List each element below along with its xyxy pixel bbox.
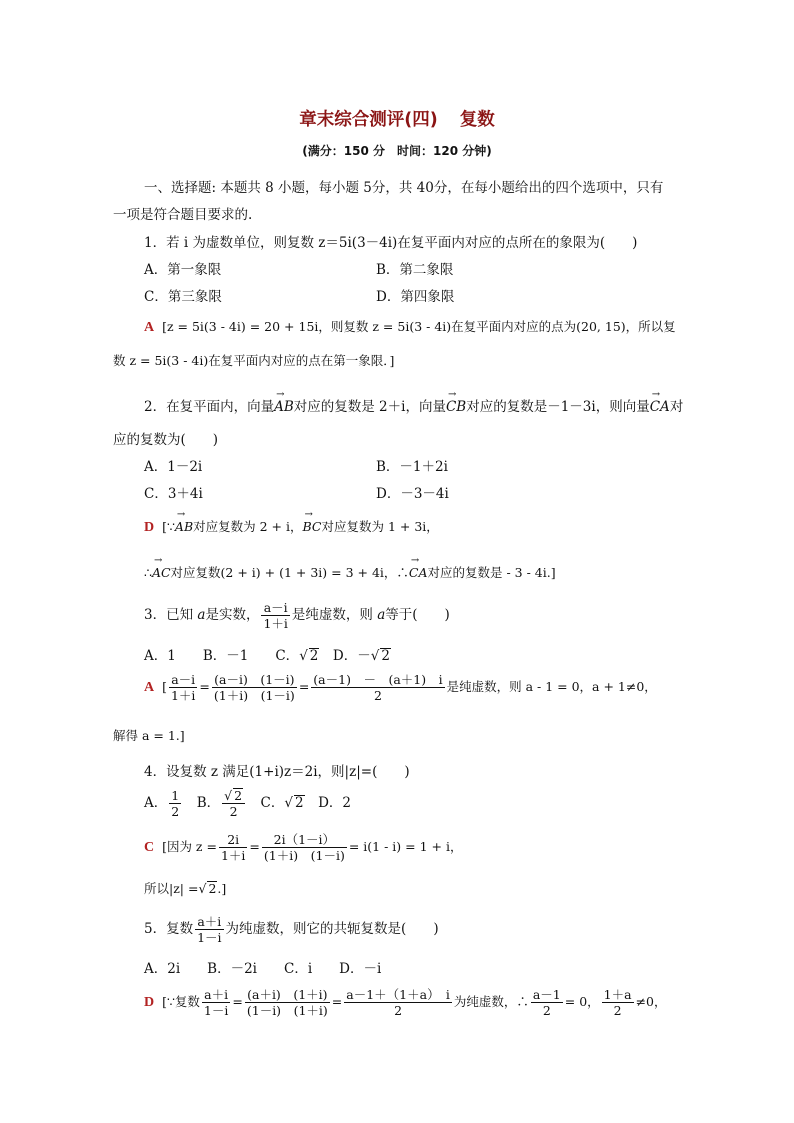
equals: = <box>199 679 210 694</box>
q3-stem-part: 是实数， <box>205 607 260 623</box>
q2-solution-line1 <box>144 517 439 536</box>
vector-bc: → BC <box>303 519 322 534</box>
q2-stem-part: 对 <box>669 399 684 415</box>
q4-solution-text: [因为 z = <box>162 839 217 854</box>
numerator <box>222 788 245 804</box>
q1-answer: A <box>144 320 155 335</box>
q1-solution-line1 <box>144 317 676 336</box>
fraction <box>245 987 330 1018</box>
q5-solution-text: 为纯虚数，∴ <box>453 994 529 1009</box>
equals: = <box>249 839 260 854</box>
q3-solution-line1: A [ $\frac{a-i}{1+i}$ = $\frac{(a-i) (1-i)}{(1+i) (1-i)}$ = $\frac{(a-1) - (a+1) i}{2}$ 是纯虚数，则 a - 1 = 0，a + 1≠0， <box>144 672 657 703</box>
q2-option-c: C．3＋4i <box>144 486 203 502</box>
sqrt-radicand: 2 <box>295 795 304 811</box>
fraction <box>602 987 634 1018</box>
q4-option-label: D．2 <box>304 795 352 811</box>
numerator: (a－i) (1－i) <box>212 672 297 688</box>
sqrt-radicand: 2 <box>208 881 217 896</box>
numerator: a－1 <box>532 987 561 1002</box>
q5-options: A．2i B．－2i C．i D．－i <box>144 961 382 977</box>
q5-solution-text: ≠0， <box>635 994 667 1009</box>
numerator: 1＋a <box>603 987 632 1002</box>
sqrt-radicand: 2 <box>381 648 390 664</box>
fraction <box>311 672 444 703</box>
q1-option-c: C．第三象限 <box>144 289 222 305</box>
denominator: 2 <box>542 1003 551 1018</box>
q3-stem-part: 是纯虚数，则 <box>291 607 378 623</box>
q2-stem-line1 <box>144 395 683 415</box>
numerator: 2i（1－i） <box>262 832 347 848</box>
numerator: a＋i <box>195 914 223 930</box>
denominator: 2 <box>613 1003 622 1018</box>
vector-ca: → CA <box>650 399 670 415</box>
sqrt-symbol <box>284 795 293 811</box>
q3-options-text: D．－ <box>319 648 371 664</box>
numerator: (a＋i) (1＋i) <box>245 987 330 1003</box>
q4-option-label: A． <box>144 795 168 811</box>
q2-stem-part: 2．在复平面内，向量 <box>144 399 275 415</box>
q3-options-text: A．1 B．－1 C． <box>144 648 300 664</box>
q3-answer: A <box>144 680 155 695</box>
var-a: a <box>377 607 386 623</box>
sqrt-symbol <box>224 788 232 803</box>
section-intro-line2: 一项是符合题目要求的. <box>113 207 253 223</box>
numerator: a－1＋（1＋a） i <box>346 987 450 1002</box>
q5-stem-part: 为纯虚数，则它的共轭复数是( ) <box>225 921 439 937</box>
vector-ac: → AC <box>152 565 171 580</box>
sqrt-symbol <box>299 648 308 664</box>
q4-stem: 4．设复数 z 满足(1+i)z＝2i，则|z|=( ) <box>144 764 410 780</box>
page-title <box>0 106 794 131</box>
vector-ca: → CA <box>409 565 428 580</box>
fraction <box>261 600 289 631</box>
q3-solution-text: 是纯虚数，则 a - 1 = 0，a + 1≠0， <box>446 679 657 694</box>
fraction <box>262 832 347 863</box>
denominator: (1＋i) (1－i) <box>213 688 295 703</box>
sqrt-radicand: 2 <box>309 648 319 664</box>
fraction <box>169 788 181 819</box>
q1-option-b: B．第二象限 <box>376 262 454 278</box>
q5-solution-text: [∵复数 <box>162 994 200 1009</box>
title-topic: 复数 <box>459 110 495 130</box>
fraction <box>531 987 563 1018</box>
q3-options <box>144 644 391 664</box>
q4-solution-text: = i(1 - i) = 1 + i， <box>348 839 463 854</box>
denominator: 1－i <box>197 930 222 945</box>
fraction <box>195 914 223 945</box>
denominator: 1＋i <box>220 848 246 863</box>
q4-options <box>144 788 351 819</box>
q4-solution-text: .] <box>217 881 227 896</box>
fraction <box>202 987 230 1018</box>
q2-solution-part: [∵ <box>162 519 175 534</box>
denominator: 1－i <box>203 1003 229 1018</box>
fraction <box>344 987 452 1018</box>
q2-option-a: A．1－2i <box>144 459 203 475</box>
numerator: (a－1) － (a＋1) i <box>313 672 443 687</box>
q2-solution-part: ∴ <box>144 565 152 580</box>
vector-ab: → AB <box>274 399 294 415</box>
equals: = <box>331 994 343 1009</box>
q4-solution-line2 <box>144 879 226 897</box>
denominator: 2 <box>229 804 238 819</box>
denominator: 2 <box>373 688 382 703</box>
q4-solution-text: 所以|z| = <box>144 881 199 896</box>
q1-option-d: D．第四象限 <box>376 289 455 305</box>
var-a: a <box>197 607 206 623</box>
numerator: a－i <box>169 672 197 688</box>
q3-stem-part: 3．已知 <box>144 607 198 623</box>
q1-option-a: A．第一象限 <box>144 262 222 278</box>
q5-solution-text: = 0， <box>564 994 600 1009</box>
q5-answer: D <box>144 995 155 1010</box>
fraction <box>212 672 297 703</box>
q2-solution-part: 对应复数为 1 + 3i， <box>321 519 439 534</box>
q1-solution-line2: 数 z = 5i(3 - 4i)在复平面内对应的点在第一象限．] <box>113 353 395 368</box>
q4-answer: C <box>144 840 155 855</box>
denominator: (1＋i) (1－i) <box>263 848 345 863</box>
q3-stem-part: 等于( ) <box>385 607 450 623</box>
q4-option-label: C． <box>247 795 285 811</box>
denominator: (1－i) (1＋i) <box>246 1003 328 1018</box>
exam-info: (满分：150 分 时间：120 分钟) <box>302 144 492 158</box>
denominator: 1＋i <box>170 688 196 703</box>
q2-stem-part: 对应的复数是 2＋i，向量 <box>293 399 446 415</box>
q2-answer: D <box>144 520 155 535</box>
q3-stem <box>144 600 450 631</box>
equals: = <box>232 994 243 1009</box>
denominator: 2 <box>394 1003 403 1018</box>
equals: = <box>298 679 310 694</box>
q4-option-label: B． <box>183 795 221 811</box>
q2-solution-part: 对应复数(2 + i) + (1 + 3i) = 3 + 4i，∴ <box>170 565 409 580</box>
fraction <box>222 788 245 819</box>
q1-solution-text: [z = 5i(3 - 4i) = 20 + 15i，则复数 z = 5i(3 - 4i)在复平面内对应的点为(20, 15)，所以复 <box>162 319 676 334</box>
q5-stem <box>144 914 439 945</box>
sqrt-symbol <box>198 881 206 896</box>
q3-solution-line2: 解得 a = 1.] <box>113 728 185 743</box>
q2-stem-line2: 应的复数为( ) <box>113 432 219 448</box>
q2-option-d: D．－3－4i <box>376 486 449 502</box>
q4-solution-line1 <box>144 832 462 863</box>
q5-stem-part: 5．复数 <box>144 921 194 937</box>
vector-cb: → CB <box>446 399 466 415</box>
denominator: 1＋i <box>263 616 288 631</box>
q2-stem-part: 对应的复数是－1－3i，则向量 <box>466 399 650 415</box>
title-main: 章末综合测评(四) <box>299 110 438 130</box>
numerator: 2i <box>219 832 247 848</box>
q2-solution-line2 <box>144 563 556 581</box>
numerator: a＋i <box>202 987 230 1003</box>
q2-option-b: B．－1＋2i <box>376 459 448 475</box>
fraction <box>169 672 197 703</box>
sqrt-symbol <box>371 648 380 664</box>
fraction <box>219 832 247 863</box>
denominator: 2 <box>171 804 180 819</box>
q1-stem: 1．若 i 为虚数单位，则复数 z＝5i(3－4i)在复平面内对应的点所在的象限为( ) <box>144 235 638 251</box>
section-intro-line1: 一、选择题: 本题共 8 小题，每小题 5分，共 40分，在每小题给出的四个选项中，只有 <box>144 180 664 196</box>
numerator: 1 <box>171 788 180 803</box>
sqrt-radicand: 2 <box>234 788 243 803</box>
q2-solution-part: 对应的复数是 - 3 - 4i.] <box>427 565 556 580</box>
q2-solution-part: 对应复数为 2 + i， <box>193 519 303 534</box>
q5-solution-line1 <box>144 987 667 1018</box>
vector-ab: → AB <box>175 519 193 534</box>
numerator: a－i <box>261 600 289 616</box>
